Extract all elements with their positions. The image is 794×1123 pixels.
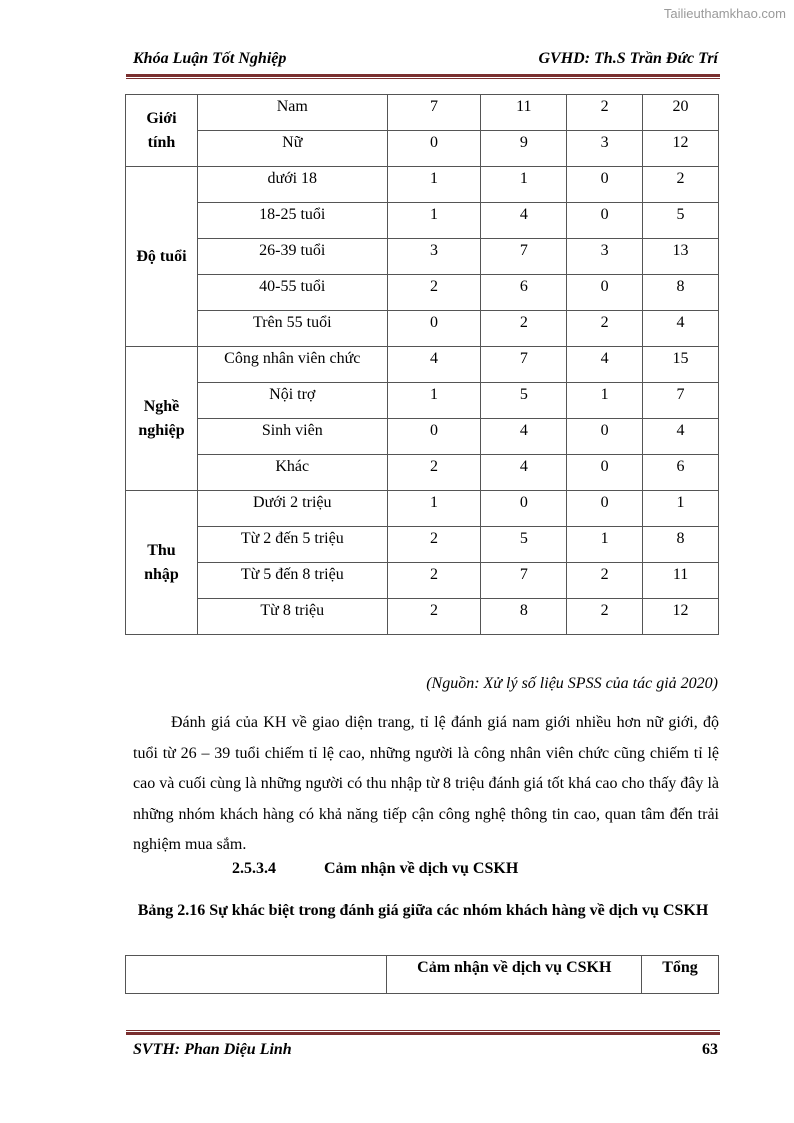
table-row (126, 275, 719, 311)
value-cell: 5 (481, 383, 567, 419)
table-row (126, 419, 719, 455)
header-rule (126, 74, 720, 77)
category-cell: 18-25 tuổi (197, 203, 387, 239)
value-cell: 11 (481, 95, 567, 131)
group-label (126, 491, 198, 635)
group-label-line: Nghề (143, 397, 180, 415)
value-cell: 7 (481, 563, 567, 599)
table-row (126, 131, 719, 167)
value-cell: 2 (387, 275, 481, 311)
total-cell: 20 (643, 95, 719, 131)
next-table-header-row (126, 956, 719, 994)
group-label-line: Độ tuổi (136, 247, 187, 265)
group-label (126, 167, 198, 347)
category-cell: 40-55 tuổi (197, 275, 387, 311)
subsection-title: Cảm nhận về dịch vụ CSKH (324, 860, 519, 877)
value-cell: 0 (567, 455, 643, 491)
total-cell: 2 (643, 167, 719, 203)
total-cell: 12 (643, 131, 719, 167)
value-cell: 0 (387, 419, 481, 455)
category-cell: Từ 8 triệu (197, 599, 387, 635)
value-cell: 1 (387, 491, 481, 527)
value-cell: 0 (567, 419, 643, 455)
body-paragraph (133, 708, 719, 861)
total-cell: 1 (643, 491, 719, 527)
value-cell: 0 (567, 275, 643, 311)
category-cell: 26-39 tuổi (197, 239, 387, 275)
value-cell: 3 (567, 239, 643, 275)
category-cell: Dưới 2 triệu (197, 491, 387, 527)
total-cell: 7 (643, 383, 719, 419)
value-cell: 9 (481, 131, 567, 167)
category-cell: Khác (197, 455, 387, 491)
value-cell: 1 (387, 203, 481, 239)
category-cell: dưới 18 (197, 167, 387, 203)
header-title: Khóa Luận Tốt Nghiệp (133, 50, 287, 67)
value-cell: 1 (387, 383, 481, 419)
value-cell: 3 (387, 239, 481, 275)
table-row (126, 167, 719, 203)
value-cell: 1 (387, 167, 481, 203)
category-cell: Nữ (197, 131, 387, 167)
category-cell: Trên 55 tuổi (197, 311, 387, 347)
value-cell: 2 (567, 311, 643, 347)
value-cell: 7 (387, 95, 481, 131)
total-cell: 6 (643, 455, 719, 491)
value-cell: 6 (481, 275, 567, 311)
table-row (126, 527, 719, 563)
value-cell: 7 (481, 239, 567, 275)
category-cell: Nội trợ (197, 383, 387, 419)
value-cell: 2 (567, 95, 643, 131)
value-cell: 2 (387, 527, 481, 563)
table-row (126, 95, 719, 131)
group-label-line: nhập (144, 565, 179, 583)
value-cell: 3 (567, 131, 643, 167)
total-cell: 13 (643, 239, 719, 275)
group-label (126, 347, 198, 491)
table-row (126, 239, 719, 275)
value-cell: 4 (567, 347, 643, 383)
table-row (126, 563, 719, 599)
table-row (126, 455, 719, 491)
table-source: (Nguồn: Xử lý số liệu SPSS của tác giả 2020) (426, 675, 718, 692)
total-cell: 11 (643, 563, 719, 599)
header-advisor: GVHD: Th.S Trần Đức Trí (538, 50, 718, 67)
body-paragraph-text: Đánh giá của KH về giao diện trang, tỉ lệ đánh giá nam giới nhiều hơn nữ giới, độ tuổi từ 26 – 39 tuổi chiếm tỉ lệ cao, những người là công nhân viên chức cũng chiếm tỉ lệ cao và cuối cùng là những người có thu nhập từ 8 triệu đánh giá tốt khá cao cho thấy đây là những nhóm khách hàng có khả năng tiếp cận công nghệ thông tin cao, quan tâm đến trải nghiệm mua sắm. (133, 714, 719, 853)
footer-rule (126, 1032, 720, 1035)
value-cell: 2 (387, 455, 481, 491)
data-table (125, 94, 719, 635)
category-cell: Từ 5 đến 8 triệu (197, 563, 387, 599)
page-number: 63 (702, 1041, 718, 1058)
value-cell: 7 (481, 347, 567, 383)
group-label-line: tính (147, 133, 176, 151)
category-cell: Sinh viên (197, 419, 387, 455)
group-label-line: Thu (147, 541, 176, 559)
value-cell: 4 (387, 347, 481, 383)
total-cell: 8 (643, 275, 719, 311)
category-cell: Công nhân viên chức (197, 347, 387, 383)
table-row (126, 311, 719, 347)
value-cell: 0 (567, 203, 643, 239)
header-rule-thin (126, 78, 720, 79)
next-table (125, 955, 719, 994)
watermark: Tailieuthamkhao.com (663, 6, 786, 21)
next-table-header-total: Tổng (642, 956, 719, 994)
value-cell: 1 (481, 167, 567, 203)
table-row (126, 383, 719, 419)
table-row (126, 599, 719, 635)
total-cell: 8 (643, 527, 719, 563)
total-cell: 15 (643, 347, 719, 383)
value-cell: 2 (567, 599, 643, 635)
value-cell: 2 (567, 563, 643, 599)
group-label (126, 95, 198, 167)
table-row (126, 491, 719, 527)
total-cell: 5 (643, 203, 719, 239)
value-cell: 1 (567, 383, 643, 419)
next-table-header-cskh: Cảm nhận về dịch vụ CSKH (387, 956, 642, 994)
value-cell: 0 (387, 131, 481, 167)
value-cell: 5 (481, 527, 567, 563)
group-label-line: nghiệp (138, 421, 185, 439)
value-cell: 0 (387, 311, 481, 347)
value-cell: 8 (481, 599, 567, 635)
value-cell: 2 (387, 563, 481, 599)
total-cell: 12 (643, 599, 719, 635)
value-cell: 2 (481, 311, 567, 347)
table-title: Bảng 2.16 Sự khác biệt trong đánh giá giữa các nhóm khách hàng về dịch vụ CSKH (137, 902, 709, 919)
value-cell: 4 (481, 455, 567, 491)
group-label-line: Giới (146, 109, 177, 127)
total-cell: 4 (643, 419, 719, 455)
category-cell: Từ 2 đến 5 triệu (197, 527, 387, 563)
value-cell: 2 (387, 599, 481, 635)
value-cell: 0 (567, 167, 643, 203)
subsection-number: 2.5.3.4 (232, 860, 276, 877)
table-row (126, 203, 719, 239)
value-cell: 1 (567, 527, 643, 563)
next-table-empty-cell (126, 956, 387, 994)
total-cell: 4 (643, 311, 719, 347)
footer-student: SVTH: Phan Diệu Linh (133, 1041, 292, 1058)
table-row (126, 347, 719, 383)
value-cell: 4 (481, 203, 567, 239)
value-cell: 0 (481, 491, 567, 527)
value-cell: 0 (567, 491, 643, 527)
category-cell: Nam (197, 95, 387, 131)
footer-rule-thin (126, 1030, 720, 1031)
value-cell: 4 (481, 419, 567, 455)
